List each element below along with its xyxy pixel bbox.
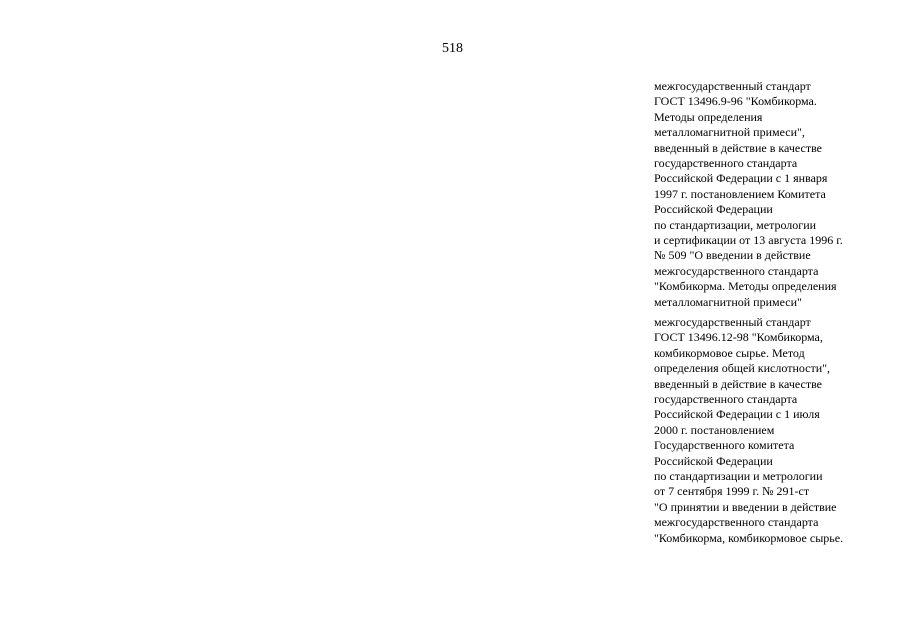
text-line: межгосударственный стандарт [654, 315, 811, 329]
text-line: введенный в действие в качестве [654, 376, 823, 391]
text-line: "О принятии и введении в действие [654, 499, 837, 514]
text-line: по стандартизации и метрологии [654, 469, 823, 484]
text-block-gost-13496-12-98 [654, 315, 899, 546]
text-line: Российской Федерации [654, 453, 773, 468]
text-line: комбикормовое сырье. Метод [654, 345, 805, 360]
text-line: Методы определения [654, 109, 763, 124]
text-line: ГОСТ 13496.12-98 "Комбикорма, [654, 330, 823, 345]
text-line: № 509 "О введении в действие [654, 248, 811, 263]
text-line: металломагнитной примеси" [654, 294, 802, 309]
text-line: "Комбикорма. Методы определения [654, 279, 837, 294]
text-line: 2000 г. постановлением [654, 422, 775, 437]
text-line: Российской Федерации с 1 января [654, 171, 828, 186]
text-line: Российской Федерации [654, 202, 773, 217]
text-line: Государственного комитета [654, 438, 795, 453]
text-line: государственного стандарта [654, 156, 798, 171]
text-line: ГОСТ 13496.9-96 "Комбикорма. [654, 94, 817, 109]
text-line: межгосударственного стандарта [654, 515, 819, 530]
text-block-gost-13496-9-96 [654, 79, 899, 310]
text-line: 1997 г. постановлением Комитета [654, 186, 826, 201]
text-line: определения общей кислотности", [654, 361, 831, 376]
text-line: металломагнитной примеси", [654, 125, 805, 140]
text-line: межгосударственный стандарт [654, 79, 811, 93]
text-line: "Комбикорма, комбикормовое сырье. [654, 530, 844, 545]
text-line: введенный в действие в качестве [654, 140, 823, 155]
text-line: и сертификации от 13 августа 1996 г. [654, 233, 843, 248]
page-number: 518 [442, 41, 463, 56]
text-line: от 7 сентября 1999 г. № 291-ст [654, 484, 810, 499]
text-line: Российской Федерации с 1 июля [654, 407, 820, 422]
text-line: по стандартизации, метрологии [654, 217, 817, 232]
text-line: межгосударственного стандарта [654, 263, 819, 278]
text-line: государственного стандарта [654, 392, 798, 407]
